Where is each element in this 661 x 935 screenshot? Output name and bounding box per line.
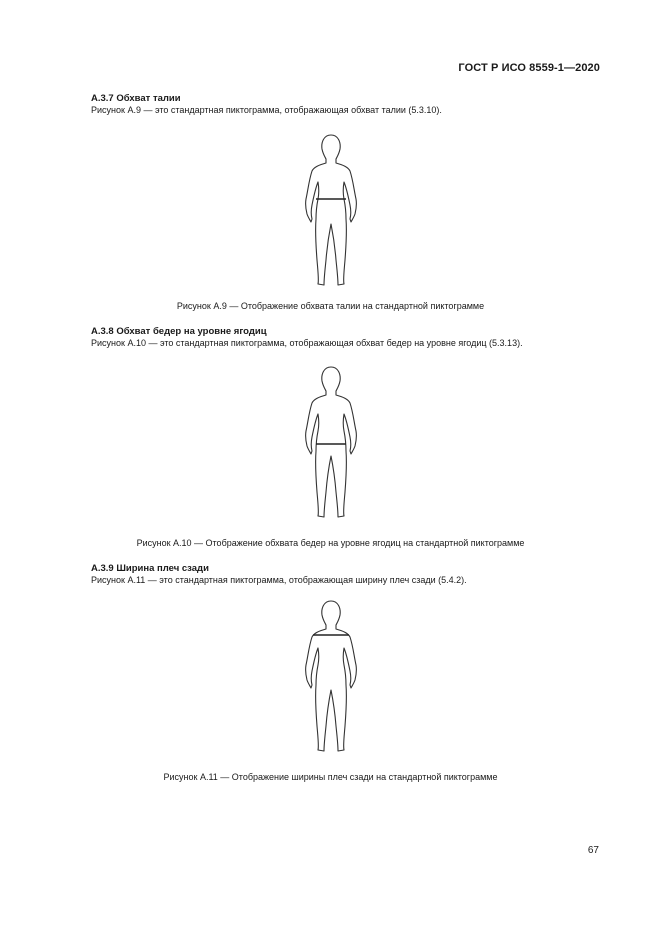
silhouette-outline xyxy=(305,135,356,285)
body-silhouette-icon xyxy=(291,598,371,758)
body-silhouette-icon xyxy=(291,364,371,524)
section-text: Рисунок А.9 — это стандартная пиктограмма, отображающая обхват талии (5.3.10). xyxy=(91,105,442,115)
body-silhouette-icon xyxy=(291,132,371,292)
section-text: Рисунок А.10 — это стандартная пиктограмма, отображающая обхват бедер на уровне ягодиц (5.3.13). xyxy=(91,338,523,348)
section-hip-girth xyxy=(91,326,611,349)
figure-hip-girth-pictogram xyxy=(0,364,661,524)
section-title: А.3.7 Обхват талии xyxy=(91,93,181,104)
section-title: А.3.9 Ширина плеч сзади xyxy=(91,563,209,574)
figure-waist-girth-pictogram xyxy=(0,132,661,292)
silhouette-outline xyxy=(305,601,356,751)
section-waist-girth xyxy=(91,93,611,116)
section-back-shoulder-width xyxy=(91,563,611,586)
section-title: А.3.8 Обхват бедер на уровне ягодиц xyxy=(91,326,267,337)
page-number: 67 xyxy=(587,845,599,856)
figure-back-shoulder-width-pictogram xyxy=(0,598,661,758)
section-text: Рисунок А.11 — это стандартная пиктограмма, отображающая ширину плеч сзади (5.4.2). xyxy=(91,575,467,585)
silhouette-outline xyxy=(305,367,356,517)
figure-caption: Рисунок А.10 — Отображение обхвата бедер на уровне ягодиц на стандартной пиктограмме xyxy=(136,538,525,548)
document-id-header: ГОСТ Р ИСО 8559-1—2020 xyxy=(458,62,600,74)
figure-caption: Рисунок А.11 — Отображение ширины плеч сзади на стандартной пиктограмме xyxy=(163,772,498,782)
figure-caption: Рисунок А.9 — Отображение обхвата талии на стандартной пиктограмме xyxy=(176,301,485,311)
